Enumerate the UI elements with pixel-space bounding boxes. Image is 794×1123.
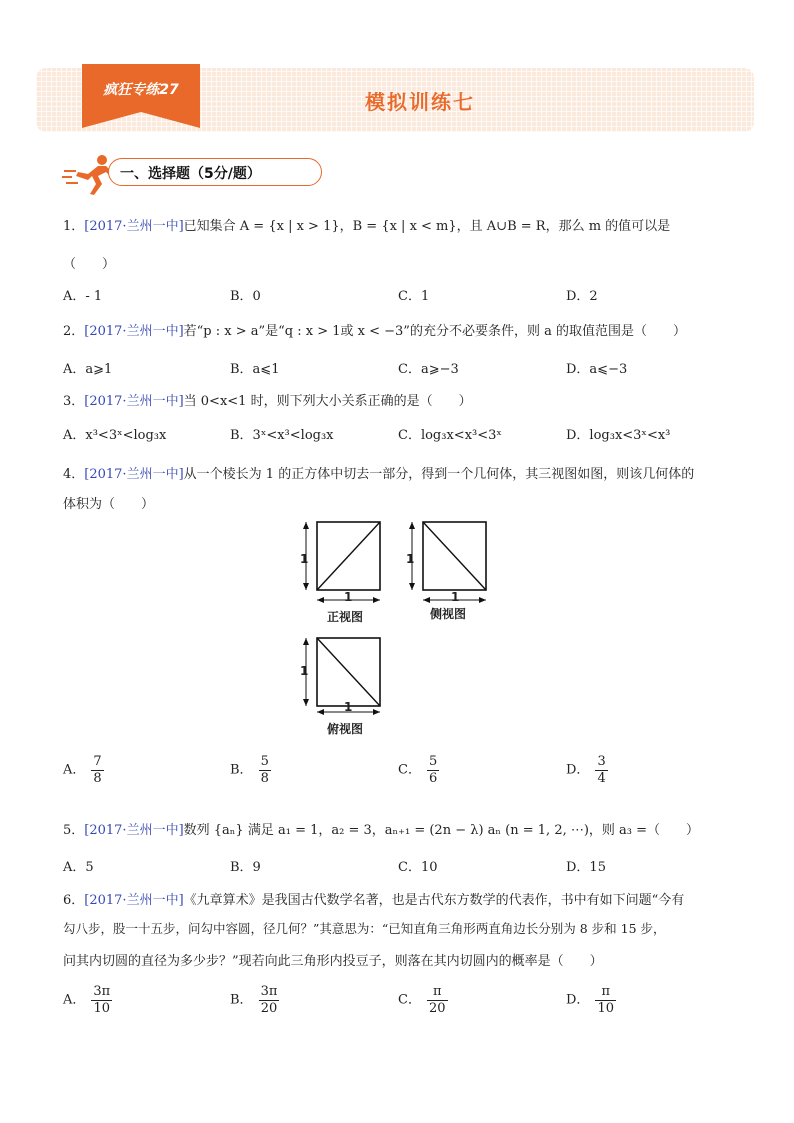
q6-option-b[interactable]: B． $\frac{3\pi}{20}$ [230, 984, 278, 1016]
fraction: $\frac{3\pi}{20}$ [260, 984, 278, 1016]
q1-option-c[interactable]: C．1 [398, 289, 430, 304]
q6-option-c[interactable]: C． $\frac{\pi}{20}$ [398, 984, 446, 1016]
source-tag: [2017·兰州一中] [84, 324, 184, 339]
q1-option-a[interactable]: A．- 1 [63, 289, 103, 304]
top-view-label: 俯视图 [327, 722, 364, 736]
q4-option-d[interactable]: D． $\frac{3}{4}$ [566, 754, 606, 786]
question-number: 2． [63, 324, 85, 339]
q1-option-d[interactable]: D．2 [566, 289, 598, 304]
q5-option-d[interactable]: D．15 [566, 860, 606, 875]
badge-label: 疯狂专练27 [103, 82, 179, 98]
q4-option-a[interactable]: A． $\frac{7}{8}$ [63, 754, 102, 786]
question-4 [63, 463, 694, 482]
question-2 [63, 320, 686, 339]
question-3 [63, 390, 472, 409]
fraction: $\frac{7}{8}$ [93, 754, 102, 786]
section-heading: 一、选择题（5分/题） [120, 166, 261, 182]
source-tag: [2017·兰州一中] [84, 893, 184, 908]
question-5 [63, 819, 699, 838]
fraction: $\frac{5}{8}$ [260, 754, 269, 786]
side-view-figure [404, 518, 496, 610]
fraction: $\frac{3\pi}{10}$ [93, 984, 111, 1016]
dim-label: 1 [300, 664, 309, 678]
question-number: 4． [63, 467, 85, 482]
question-number: 6． [63, 893, 85, 908]
source-tag: [2017·兰州一中] [84, 219, 184, 234]
q3-option-b[interactable]: B．3ˣ<x³<log₃x [230, 428, 334, 443]
q2-option-c[interactable]: C．a⩾−3 [398, 362, 459, 377]
question-6-line-2: 勾八步，股一十五步，问勾中容圆，径几何？”其意思为：“已知直角三角形两直角边长分别为 8 步和 15 步， [63, 921, 666, 936]
q4-option-c[interactable]: C． $\frac{5}{6}$ [398, 754, 438, 786]
page-title: 模拟训练七 [365, 90, 475, 114]
question-text: 当 0<x<1 时，则下列大小关系正确的是（ ） [183, 394, 472, 409]
q5-option-b[interactable]: B．9 [230, 860, 261, 875]
q6-option-d[interactable]: D． $\frac{\pi}{10}$ [566, 984, 614, 1016]
question-4-continued: 体积为（ ） [63, 497, 155, 512]
question-number: 3． [63, 394, 85, 409]
q3-option-d[interactable]: D．log₃x<3ˣ<x³ [566, 428, 671, 443]
q5-option-a[interactable]: A．5 [63, 860, 94, 875]
q2-option-a[interactable]: A．a⩾1 [63, 362, 113, 377]
q6-option-a[interactable]: A． $\frac{3\pi}{10}$ [63, 984, 111, 1016]
question-6 [63, 889, 684, 908]
question-1 [63, 215, 670, 234]
question-number: 1． [63, 219, 85, 234]
q2-option-d[interactable]: D．a⩽−3 [566, 362, 628, 377]
dim-label: 1 [451, 590, 460, 604]
question-text: 已知集合 A = {x | x > 1}，B = {x | x < m}，且 A∪B = R，那么 m 的值可以是 [183, 219, 671, 234]
q3-option-c[interactable]: C．log₃x<x³<3ˣ [398, 428, 502, 443]
fraction: $\frac{\pi}{20}$ [428, 984, 446, 1016]
q2-option-b[interactable]: B．a⩽1 [230, 362, 280, 377]
fraction: $\frac{5}{6}$ [428, 754, 438, 786]
source-tag: [2017·兰州一中] [84, 394, 184, 409]
question-6-line-3: 问其内切圆的直径为多少步？”现若向此三角形内投豆子，则落在其内切圆内的概率是（ ） [63, 954, 603, 969]
dim-label: 1 [406, 552, 415, 566]
fraction: $\frac{3}{4}$ [597, 754, 606, 786]
dim-label: 1 [344, 590, 353, 604]
question-1-blank: （ ） [63, 257, 116, 272]
question-text: 从一个棱长为 1 的正方体中切去一部分，得到一个几何体，其三视图如图，则该几何体的 [183, 467, 695, 482]
source-tag: [2017·兰州一中] [84, 467, 184, 482]
side-view-label: 侧视图 [430, 607, 467, 621]
q3-option-a[interactable]: A．x³<3ˣ<log₃x [63, 428, 167, 443]
dim-label: 1 [344, 700, 353, 714]
q5-option-c[interactable]: C．10 [398, 860, 438, 875]
question-text: 若“p : x > a”是“q : x > 1或 x < −3”的充分不必要条件，则 a 的取值范围是（ ） [183, 324, 686, 339]
question-text: 数列 {aₙ} 满足 a₁ = 1，a₂ = 3，aₙ₊₁ = (2n − λ) aₙ (n = 1, 2, ⋯)，则 a₃ =（ ） [183, 823, 700, 838]
dim-label: 1 [300, 552, 309, 566]
question-text: 《九章算术》是我国古代数学名著，也是古代东方数学的代表作，书中有如下问题“今有 [183, 893, 685, 908]
q1-option-b[interactable]: B．0 [230, 289, 261, 304]
q4-option-b[interactable]: B． $\frac{5}{8}$ [230, 754, 269, 786]
front-view-label: 正视图 [327, 610, 364, 624]
fraction: $\frac{\pi}{10}$ [597, 984, 614, 1016]
question-number: 5． [63, 823, 85, 838]
source-tag: [2017·兰州一中] [84, 823, 184, 838]
